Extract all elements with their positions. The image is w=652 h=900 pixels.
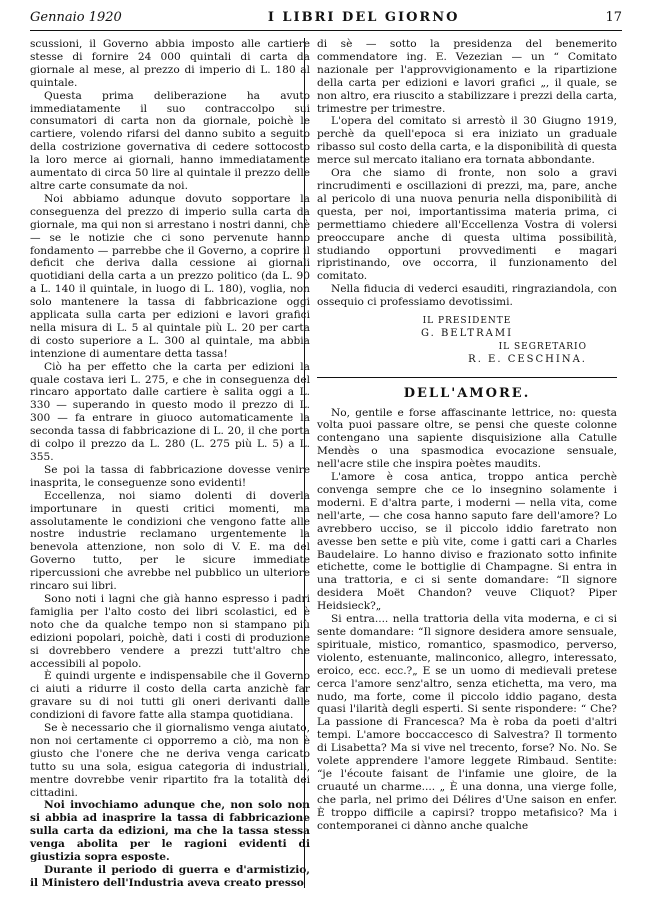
header-title: I LIBRI DEL GIORNO — [267, 9, 460, 25]
paragraph: di sè — sotto la presidenza del benemerito commendatore ing. E. Vezezian — un “ Comitato nazionale per l'approvvigionamento e la ripartizione della carta per edizioni e lavori grafici „, il quale, se non altro, era riuscito a stabilizzare i prezzi della carta, trimestre per trimestre. — [317, 38, 617, 115]
header-rule — [30, 30, 622, 31]
paragraph: Questa prima deliberazione ha avuto immediatamente il suo contraccolpo sui consumatori di carta non da giornale, poichè le cartiere, volendo rifarsi del danno subito a seguito della costrizione governativa di cedere sottocosto la loro merce ai giornali, hanno immediatamente aumentato di circa 50 lire al quintale il prezzo delle altre carte consumate da noi. — [30, 89, 310, 192]
paragraph: Se poi la tassa di fabbricazione dovesse venire inasprita, le conseguenze sono evidenti! — [30, 463, 310, 489]
paragraph: Se è necessario che il giornalismo venga aiutato, non noi certamente ci opporremo a ciò, ma non è giusto che l'onere che ne deriva venga caricato tutto su una sola, esigua categoria di industriali, mentre dovrebbe venir ripartito fra la totalità dei cittadini. — [30, 722, 310, 799]
paragraph: No, gentile e forse affascinante lettrice, no: questa volta puoi passare oltre, se pensi che queste colonne contengano una sapiente disquisizione alla Catulle Mendès o una spasmodica evocazione sensuale, nell'acre stile che inspira poètes maudits. — [317, 406, 617, 471]
paragraph: Ciò ha per effetto che la carta per edizioni la quale costava ieri L. 275, e che in conseguenza del rincaro apportato dalle cartiere è salita oggi a L. 330 — superando in questo modo il prezzo di L. 300 — fa entrare in giuoco automaticamente la seconda tassa di fabbricazione di L. 20, il che porta di colpo il prezzo da L. 280 (L. 275 più L. 5) a L. 355. — [30, 360, 310, 463]
header-date: Gennaio 1920 — [30, 9, 122, 25]
paragraph: È quindi urgente e indispensabile che il Governo ci aiuti a ridurre il costo della carta anzichè far gravare su di noi tutti gli oneri derivanti dalle condizioni di favore fatte alla stampa quotidiana. — [30, 670, 310, 722]
column-divider — [304, 38, 305, 888]
paragraph: Sono noti i lagni che già hanno espresso i padri famiglia per l'alto costo dei libri scolastici, ed è noto che da qualche tempo non si stampano più edizioni popolari, poichè, dati i costi di produzione si dovrebbero vendere a prezzi tutt'altro che accessibili al popolo. — [30, 592, 310, 670]
right-column — [317, 38, 617, 832]
president-name: G. BELTRAMI — [420, 327, 514, 339]
paragraph: scussioni, il Governo abbia imposto alle cartiere stesse di fornire 24 000 quintali di carta da giornale al mese, al prezzo di imperio di L. 180 al quintale. — [30, 38, 310, 89]
secretary-role: IL SEGRETARIO — [498, 341, 587, 352]
section-rule — [317, 377, 617, 378]
page-number: 17 — [605, 9, 622, 25]
secretary-name: R. E. CESCHINA. — [468, 353, 587, 365]
paragraph: Noi abbiamo adunque dovuto sopportare la conseguenza del prezzo di imperio sulla carta da giornale, ma qui non si arrestano i nostri danni, chè — se le notizie che ci sono pervenute hanno fondamento — parrebbe che il Governo, a coprire il deficit che deriva dalla cessione ai giornali quotidiani della carta a un prezzo politico (da L. 90 a L. 140 il quintale, in luogo di L. 180), voglia, non solo mantenere la tassa di fabbricazione oggi applicata sulla carta per edizioni e lavori grafici nella misura di L. 5 al quintale più L. 20 per carta di costo superiore a L. 300 al quintale, ma abbia intenzione di aumentare detta tassa! — [30, 192, 310, 360]
article-title: DELL'AMORE. — [403, 385, 531, 401]
left-column — [30, 38, 310, 890]
paragraph: L'amore è cosa antica, troppo antica perchè convenga sempre che ce lo insegnino solamente i moderni. E d'altra parte, i moderni — nella vita, come nell'arte, — che cosa hanno saputo fare dell'amore? Lo avrebbero ucciso, se il piccolo iddio faretrato non avesse ben sette e più vite, come i gatti cari a Charles Baudelaire. Lo hanno diviso e frazionato sotto infinite etichette, come le bottiglie di Champagne. Si entra in una trattoria, e ci si sente domandare: “Il signore desidera Moët Chandon? veuve Cliquot? Piper Heidsieck?„ — [317, 471, 617, 613]
paragraph: Ora che siamo di fronte, non solo a gravi rincrudimenti e oscillazioni di prezzi, ma, pare, anche al pericolo di una nuova penuria nella disponibilità di questa, per noi, importantissima materia prima, ci permettiamo chiedere all'Eccellenza Vostra di volersi preoccupare anche di questa ultima possibilità, studiando opportuni provvedimenti e magari ripristinando, ove occorra, il funzionamento del comitato. — [317, 167, 617, 283]
paragraph: Eccellenza, noi siamo dolenti di doverla importunare in questi critici momenti, ma assolutamente le condizioni che vengono fatte alle nostre industrie reclamano urgentemente la benevola attenzione, non solo di V. E. ma del Governo tutto, per le sicure immediate ripercussioni che avrebbe nel pubblico un ulteriore rincaro sui libri. — [30, 489, 310, 593]
paragraph: Si entra.... nella trattoria della vita moderna, e ci si sente domandare: “Il signore desidera amore sensuale, spirituale, mistico, romantico, spasmodico, perverso, violento, estenuante, malinconico, allegro, interessato, eroico, ecc. ecc.?„ E se un uomo di medievali pretese cerca l'amore senz'altro, senza etichetta, ma vero, ma nudo, ma forte, come il piccolo iddio pagano, desta quasi l'ilarità degli esperti. Si sente rispondere: “ Che? La passione di Francesca? Ma è roba da poeti d'altri tempi. L'amore boccaccesco di Salvestra? Il tormento di Lisabetta? Ma si vive nel trecento, forse? No. No. Se volete apprendere l'amore leggete Rimbaud. Sentite: “je l'écoute faisant de l'infamie une gloire, de la cruauté un charme.... „ È una donna, una vierge folle, che parla, nel primo dei Délires d'Une saison en enfer. È troppo difficile a capirsi? troppo metafisico? Ma i contemporanei ci dànno anche qualche — [317, 613, 617, 832]
paragraph: Durante il periodo di guerra e d'armistizio, il Ministero dell'Industria aveva creato presso — [30, 864, 310, 889]
page-header — [30, 6, 622, 28]
paragraph: L'opera del comitato si arrestò il 30 Giugno 1919, perchè da quell'epoca si era iniziato un graduale ribasso sul costo della carta, e la disponibilità di questa merce sul mercato italiano era tornata abbondante. — [317, 115, 617, 167]
president-role: IL PRESIDENTE — [422, 316, 512, 327]
paragraph: Nella fiducia di vederci esauditi, ringraziandola, con ossequio ci professiamo devotissimi. — [317, 283, 617, 309]
paragraph: Noi invochiamo adunque che, non solo non si abbia ad inasprire la tassa di fabbricazione sulla carta da edizioni, ma che la tassa stessa venga abolita per le ragioni evidenti di giustizia sopra esposte. — [30, 799, 310, 864]
